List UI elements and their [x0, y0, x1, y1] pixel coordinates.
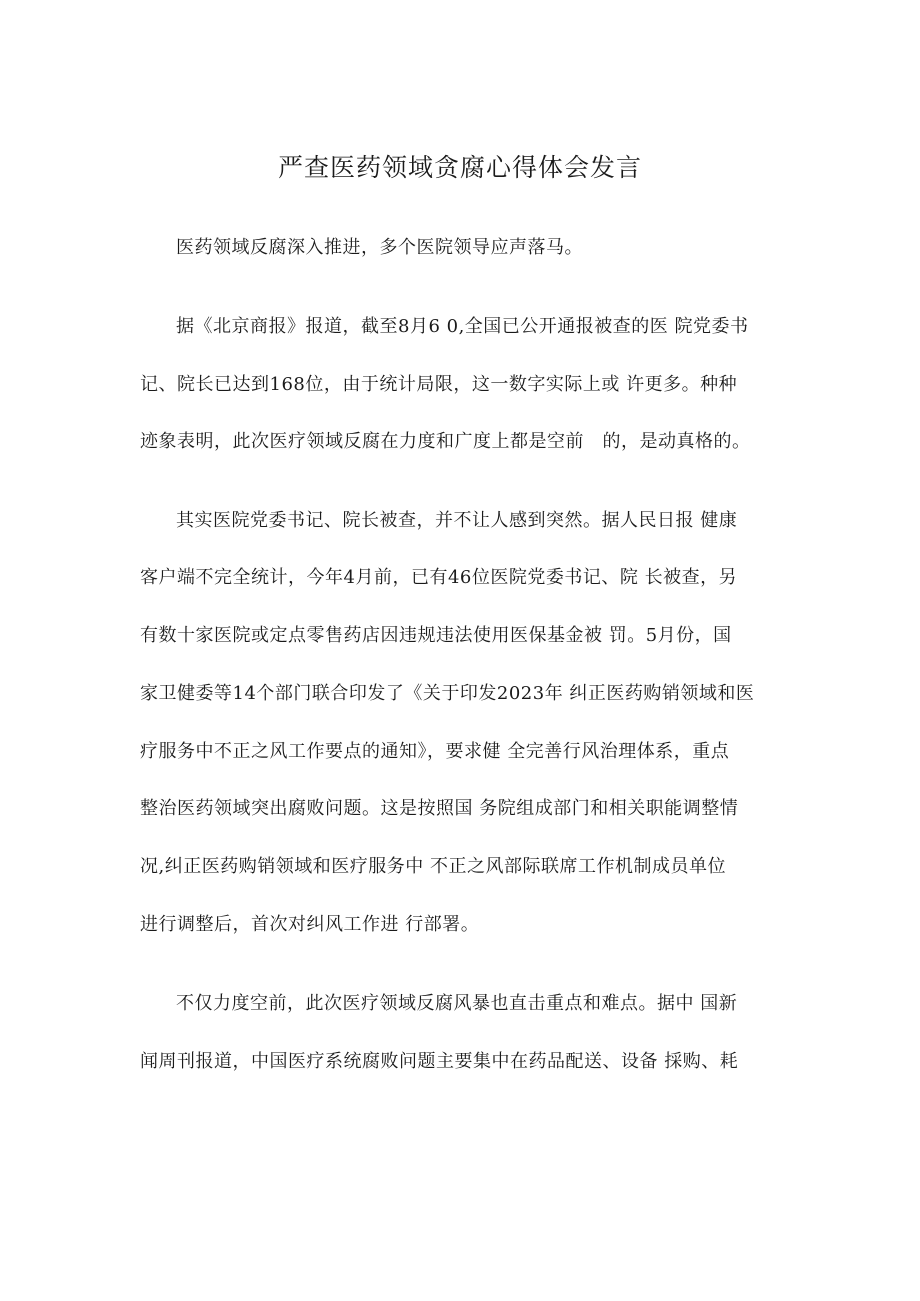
paragraph-3-line-4: 家卫健委等14个部门联合印发了《关于印发2023年 纠正医药购销领域和医: [140, 683, 755, 704]
paragraph-3-line-2: 客户端不完全统计，今年4月前，已有46位医院党委书记、院 长被查，另: [140, 567, 738, 588]
paragraph-3-line-1: 其实医院党委书记、院长被查，并不让人感到突然。据人民日报 健康: [176, 510, 738, 531]
paragraph-3-line-6: 整治医药领域突出腐败问题。这是按照国 务院组成部门和相关职能调整情: [140, 798, 739, 819]
paragraph-2-line-2: 记、院长已达到168位，由于统计局限，这一数字实际上或 许更多。种种: [140, 374, 738, 395]
paragraph-4-line-1: 不仅力度空前，此次医疗领域反腐风暴也直击重点和难点。据中 国新: [176, 993, 738, 1014]
paragraph-4-line-2: 闻周刊报道，中国医疗系统腐败问题主要集中在药品配送、设备 採购、耗: [140, 1051, 739, 1072]
paragraph-3-line-8: 进行调整后，首次对纠风工作进 行部署。: [140, 914, 480, 935]
document-title: 严查医药领域贪腐心得体会发言: [277, 153, 642, 182]
paragraph-3-line-5: 疗服务中不正之风工作要点的通知》，要求健 全完善行风治理体系，重点: [140, 741, 730, 762]
paragraph-3-line-3: 有数十家医院或定点零售药店因违规违法使用医保基金被 罚。5月份，国: [140, 625, 732, 646]
paragraph-1-line-1: 医药领域反腐深入推进，多个医院领导应声落马。: [176, 237, 583, 258]
paragraph-3-line-7: 况,纠正医药购销领域和医疗服务中 不正之风部际联席工作机制成员单位: [140, 856, 726, 877]
paragraph-2-line-3: 迹象表明，此次医疗领域反腐在力度和广度上都是空前 的，是动真格的。: [140, 431, 751, 452]
paragraph-2-line-1: 据《北京商报》报道，截至8月6 0,全国已公开通报被查的医 院党委书: [176, 316, 749, 337]
